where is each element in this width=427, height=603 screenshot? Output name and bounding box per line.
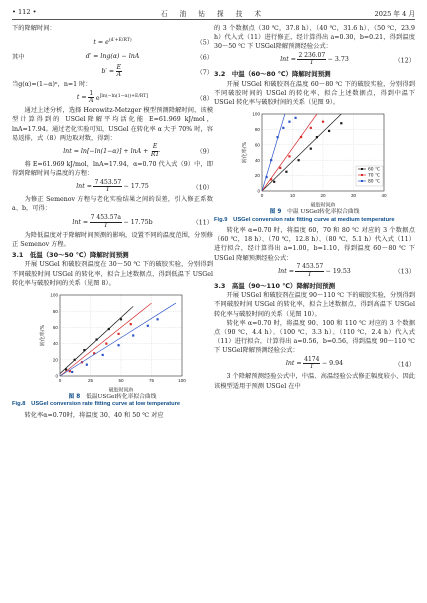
data-point <box>156 318 158 320</box>
fit-line <box>60 303 176 376</box>
paragraph: 下的降解时间： <box>12 25 56 32</box>
equation-9: lnt = ln[−ln(1−α)] + lnA + $\frac{E}{RT}$ （9） <box>63 143 213 158</box>
x-tick-label: 20 <box>319 193 326 199</box>
data-point <box>309 127 311 129</box>
data-point <box>71 371 73 373</box>
y-axis-label: 转化率/% <box>241 142 248 164</box>
x-tick-label: 40 <box>380 193 387 199</box>
data-point <box>288 156 290 158</box>
paragraph: 转化率 α=0.70 时，将温度 90、100 和 110 ℃ 对应的 3 个数据点（90 ℃，4.4 h）、（100 ℃，3.3 h）、（110 ℃，2.4 h）代入式（11）进行拟合，计算得出 a=0.56，b=0.56，得到温度 90～110 ℃ 下 USGel降解预测经验公式： <box>214 319 415 355</box>
right-column <box>214 24 415 391</box>
paragraph: 开展 USGel 和破胶剂温度在 30～50 ℃ 下的破胶实验，分别得到不同破胶时间 USGel 的转化率，拟合上述数据点，得到低温下 USGel 转化率与破胶时间的关系（见图 8）。 <box>12 261 213 287</box>
data-point <box>340 123 342 125</box>
fit-line <box>262 114 341 191</box>
data-point <box>309 148 311 150</box>
x-tick-label: 0 <box>260 193 263 199</box>
page-number: • 112 • <box>12 8 37 16</box>
x-axis-label: 破胶时间/h <box>310 202 335 209</box>
y-tick-label: 100 <box>251 112 260 118</box>
data-point <box>297 160 299 162</box>
paragraph: 转化率α=0.70时，将温度 30、40 和 50 ℃ 对应 <box>24 411 164 419</box>
x-tick-label: 30 <box>350 193 356 199</box>
paragraph: 通过上述分析，选择 Horowitz-Metzger 模型预测降解时间，该模型计算得到的 USGel降解平均活化能 E=61.969 kJ/mol，lnA=17.94。通过老化实验可知，USGel 在转化率 α 大于 70% 时，容易返排，式（8）两边取对数，得到： <box>12 107 213 142</box>
data-point <box>315 136 317 138</box>
legend-label: 60 ℃ <box>367 168 380 174</box>
figure-9-caption-en: Fig.9 USGel conversion rate fitting curve at medium temperature <box>214 217 395 224</box>
equation-5: $t = e^{(d'+E/RT)}$ （5） <box>93 37 213 47</box>
left-column <box>12 24 213 420</box>
paragraph: 开展 USGel 和破胶剂在温度 90～110 ℃ 下的破胶实验，分别得到不同破胶时间 USGel 的转化率，拟合上述数据点，得到高温下 USGel 转化率与破胶时间的关系（见图 10）。 <box>214 292 415 318</box>
figure-8-caption: 图 8 低温USGel转化率拟合曲线 <box>68 393 157 400</box>
paragraph: 为降低温度对于降解时间预测的影响，设置不同的温度范围，分别修正 Semenov 方程。 <box>12 231 213 248</box>
y-tick-label: 0 <box>256 189 260 195</box>
equation-12: lnt = $\frac{2 236.07}{T}$ − 3.73 （12） <box>280 51 415 67</box>
data-point <box>73 359 75 361</box>
y-tick-label: 20 <box>254 173 260 179</box>
data-point <box>321 121 323 123</box>
figure-9-caption: 图 9 中温 USGel转化率拟合曲线 <box>269 209 360 216</box>
data-point <box>101 354 103 356</box>
data-point <box>273 181 275 183</box>
data-point <box>282 127 284 129</box>
data-point <box>117 344 119 346</box>
figure-8 <box>12 290 213 394</box>
data-point <box>265 176 267 178</box>
fig9-chart <box>240 109 390 209</box>
data-point <box>85 363 87 365</box>
page-header <box>12 5 415 20</box>
data-point <box>107 328 109 330</box>
y-tick-label: 40 <box>254 158 260 164</box>
fit-line <box>60 303 152 376</box>
equation-6: 其中 d′ = lng(α) − lnA （6） <box>12 53 213 62</box>
equation-13: lnt = $\frac{7 453.57}{T}$ − 19.53 （13） <box>278 263 415 278</box>
equation-11: lnt = $\frac{7 453.57a}{T}$ − 17.75b （11） <box>72 213 213 229</box>
legend-marker <box>361 174 363 176</box>
data-point <box>270 160 272 162</box>
x-tick-label: 100 <box>177 378 186 384</box>
y-tick-label: 100 <box>49 292 58 298</box>
section-heading-3-2: 3.2 中温（60～80 ℃）降解时间预测 <box>214 70 331 79</box>
figure-9 <box>214 109 415 209</box>
paragraph: 转化率 α=0.70 时，将温度 60，70 和 80 ℃ 对应的 3 个数据点（60 ℃，18 h）、（70 ℃，12.8 h）、（80 ℃，5.1 h）代入式（11）进行拟合，经计算得出 a=1.00，b=1.10，得到温度 60～80 ℃ 下 USGel 降解预测经验公式： <box>214 227 415 262</box>
legend-label: 80 ℃ <box>367 180 380 186</box>
data-point <box>328 130 330 132</box>
data-point <box>276 136 278 138</box>
data-point <box>294 117 296 119</box>
data-point <box>117 333 119 335</box>
legend-label: 70 ℃ <box>367 174 380 180</box>
paragraph: 的 3 个数据点（30 ℃，37.8 h）、（40 ℃，31.6 h）、（50 ℃，23.9 h）代入式（11）进行修正，经计算得出 a=0.30，b=0.21，得到温度 30～50 ℃ 下 USGel降解预测经验公式： <box>214 25 415 51</box>
data-point <box>270 179 272 181</box>
data-point <box>129 323 131 325</box>
section-heading-3-3: 3.3 高温（90～110 ℃）降解时间预测 <box>214 281 336 290</box>
x-tick-label: 25 <box>87 378 93 384</box>
journal-title: 石 油 钻 探 技 术 <box>160 10 267 18</box>
y-tick-label: 0 <box>54 373 58 379</box>
section-heading-3-1: 3.1 低温（30～50 ℃）降解时间预测 <box>12 250 129 259</box>
data-point <box>105 342 107 344</box>
x-axis-label: 破胶时间/h <box>108 387 133 394</box>
data-point <box>119 318 121 320</box>
equation-7: b′ = $\frac{E}{A}$ （7） <box>101 63 213 79</box>
y-axis-label: 转化率/% <box>39 324 46 347</box>
paragraph: 为修正 Semenov 方程与老化实验结果之间的误差，引入修正系数 a、b，可得： <box>12 196 213 213</box>
data-point <box>83 349 85 351</box>
data-point <box>288 121 290 123</box>
paragraph: 当g(α)=(1−α)ⁿ，n=1 时： <box>12 81 92 89</box>
legend-marker <box>361 168 363 170</box>
y-tick-label: 80 <box>254 127 260 133</box>
y-tick-label: 60 <box>254 142 260 148</box>
x-tick-label: 75 <box>148 378 154 384</box>
figure-8-caption-en: Fig.8 USGel conversion rate fitting curve at low temperature <box>12 401 181 408</box>
data-point <box>285 171 287 173</box>
x-tick-label: 0 <box>58 378 61 384</box>
paragraph: 3 个降解预测经验公式中，中温、高温经验公式修正幅度较小，因此该模型适用于预测 USGel 在中 <box>214 373 415 390</box>
legend-marker <box>361 180 363 182</box>
equation-14: lnt = $\frac{4174}{T}$ − 9.94 （14） <box>285 355 415 371</box>
fig8-chart <box>38 290 188 394</box>
paragraph: 开展 USGel 和破胶剂在温度 60～80 ℃ 下的破胶实验，分别得到不同破胶时间的 USGel 的转化率，拟合上述数据点，得到中温下 USGel 转化率与破胶时间的关系（见图 9）。 <box>214 80 415 107</box>
equation-8: t = $\frac{1}{A}$ e[ln(−ln(1−α))+E/RT] （8） <box>76 89 213 105</box>
y-tick-label: 60 <box>52 324 58 330</box>
data-point <box>95 338 97 340</box>
equation-10: lnt = $\frac{7 453.57}{T}$ − 17.75 （10） <box>76 178 213 194</box>
data-point <box>279 167 281 169</box>
data-point <box>299 136 301 138</box>
data-point <box>132 334 134 336</box>
y-tick-label: 40 <box>52 341 58 347</box>
issue-date: 2025 年 4 月 <box>374 10 415 18</box>
data-point <box>146 325 148 327</box>
paragraph: 将 E=61.969 kJ/mol，lnA=17.94，α=0.70 代入式（9）中，即得到降解时间与温度的方程： <box>12 160 213 178</box>
x-tick-label: 10 <box>289 193 295 199</box>
y-tick-label: 20 <box>52 357 58 363</box>
x-tick-label: 50 <box>117 378 124 384</box>
y-tick-label: 80 <box>52 308 58 314</box>
